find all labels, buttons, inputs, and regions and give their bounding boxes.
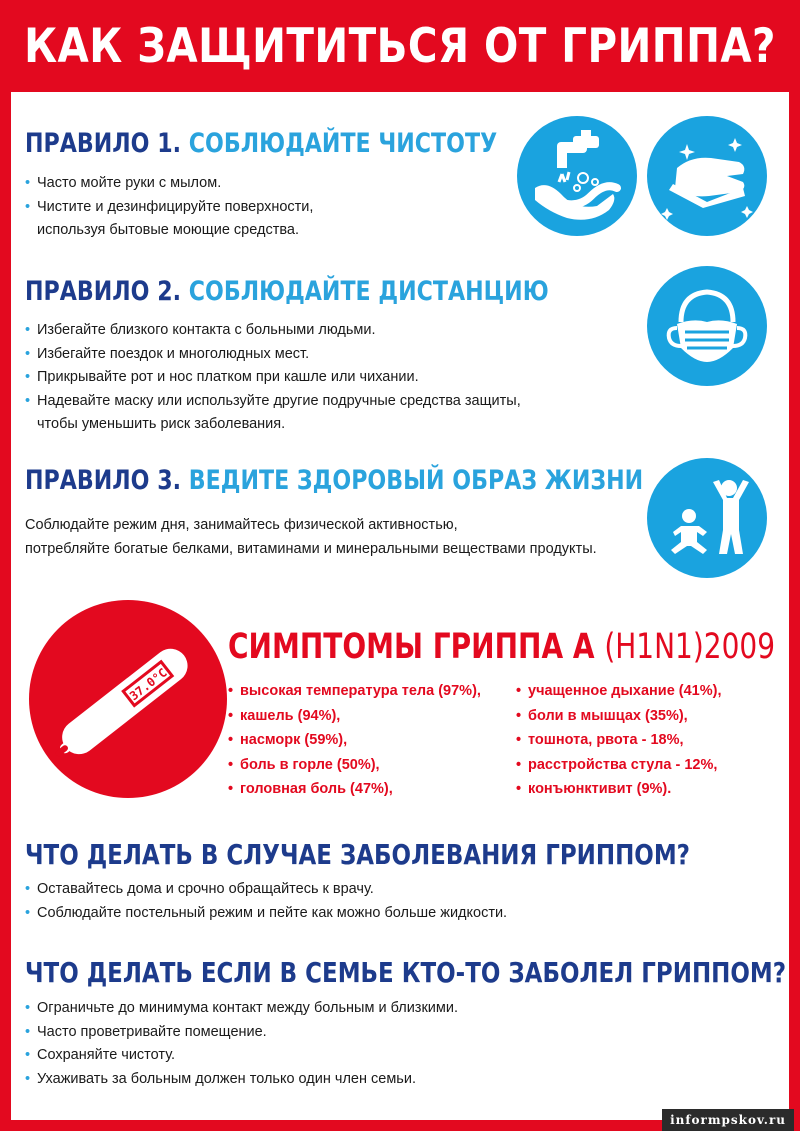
list-item: • Ограничьте до минимума контакт между больным и близкими. <box>25 997 458 1021</box>
sick-heading: ЧТО ДЕЛАТЬ В СЛУЧАЕ ЗАБОЛЕВАНИЯ ГРИППОМ? <box>25 838 690 871</box>
healthy-people-icon <box>647 458 767 578</box>
list-item: • конъюнктивит (9%). <box>516 777 722 802</box>
list-item: • Избегайте поездок и многолюдных мест. <box>25 343 521 367</box>
list-item: • тошнота, рвота - 18%, <box>516 728 722 753</box>
rule3-text <box>25 514 597 561</box>
list-item: • Ухаживать за больным должен только один член семьи. <box>25 1068 458 1092</box>
content-panel <box>11 92 789 1120</box>
rule1-title: СОБЛЮДАЙТЕ ЧИСТОТУ <box>188 128 498 159</box>
list-item-continued: используя бытовые моющие средства. <box>37 222 299 238</box>
list-item: • головная боль (47%), <box>228 777 481 802</box>
rule3-line: потребляйте богатые белками, витаминами и минеральными веществами продукты. <box>25 540 597 557</box>
symptoms-title: СИМПТОМЫ ГРИППА А <box>228 627 595 667</box>
list-item: • Надевайте маску или используйте другие подручные средства защиты, <box>25 390 521 414</box>
list-item: • Избегайте близкого контакта с больными людьми. <box>25 319 521 343</box>
sick-list <box>25 878 507 925</box>
list-item: • боль в горле (50%), <box>228 753 481 778</box>
list-item: • Часто проветривайте помещение. <box>25 1021 458 1045</box>
rule3-line: Соблюдайте режим дня, занимайтесь физической активностью, <box>25 517 458 533</box>
symptoms-heading <box>228 627 775 667</box>
rule3-title: ВЕДИТЕ ЗДОРОВЫЙ ОБРАЗ ЖИЗНИ <box>188 465 644 496</box>
thermometer-reading: 37.0°C <box>126 665 170 704</box>
list-item: • боли в мышцах (35%), <box>516 704 722 729</box>
rule1-heading <box>25 128 497 159</box>
list-item: • учащенное дыхание (41%), <box>516 679 722 704</box>
list-item: • Прикрывайте рот и нос платком при кашле или чихании. <box>25 366 521 390</box>
list-item: • высокая температура тела (97%), <box>228 679 481 704</box>
list-item <box>25 219 313 243</box>
cleaning-cloth-icon <box>647 116 767 236</box>
list-item: • кашель (94%), <box>228 704 481 729</box>
symptoms-left-list <box>228 679 481 802</box>
symptoms-right-list <box>516 679 722 802</box>
rule2-prefix: ПРАВИЛО 2. <box>25 276 182 307</box>
poster-title: КАК ЗАЩИТИТЬСЯ ОТ ГРИППА? <box>24 18 776 74</box>
rule2-title: СОБЛЮДАЙТЕ ДИСТАНЦИЮ <box>188 276 549 307</box>
symptoms-strain: (H1N1)2009 <box>604 627 776 667</box>
rule2-heading <box>25 276 549 307</box>
list-item: • расстройства стула - 12%, <box>516 753 722 778</box>
list-item-continued: чтобы уменьшить риск заболевания. <box>37 416 286 432</box>
rule1-prefix: ПРАВИЛО 1. <box>25 128 182 159</box>
watermark: informpskov.ru <box>662 1109 794 1131</box>
handwash-icon <box>517 116 637 236</box>
list-item: • Сохраняйте чистоту. <box>25 1044 458 1068</box>
rule2-list <box>25 319 521 437</box>
family-heading: ЧТО ДЕЛАТЬ ЕСЛИ В СЕМЬЕ КТО-ТО ЗАБОЛЕЛ ГРИППОМ? <box>25 956 787 989</box>
family-list <box>25 997 458 1091</box>
list-item <box>25 413 521 437</box>
list-item: • насморк (59%), <box>228 728 481 753</box>
rule3-heading <box>25 465 643 496</box>
rule3-prefix: ПРАВИЛО 3. <box>25 465 182 496</box>
list-item: • Соблюдайте постельный режим и пейте как можно больше жидкости. <box>25 902 507 926</box>
face-mask-icon <box>647 266 767 386</box>
rule1-list <box>25 172 313 243</box>
list-item: • Чистите и дезинфицируйте поверхности, <box>25 196 313 220</box>
thermometer-icon <box>29 600 227 798</box>
list-item: • Часто мойте руки с мылом. <box>25 172 313 196</box>
list-item: • Оставайтесь дома и срочно обращайтесь к врачу. <box>25 878 507 902</box>
